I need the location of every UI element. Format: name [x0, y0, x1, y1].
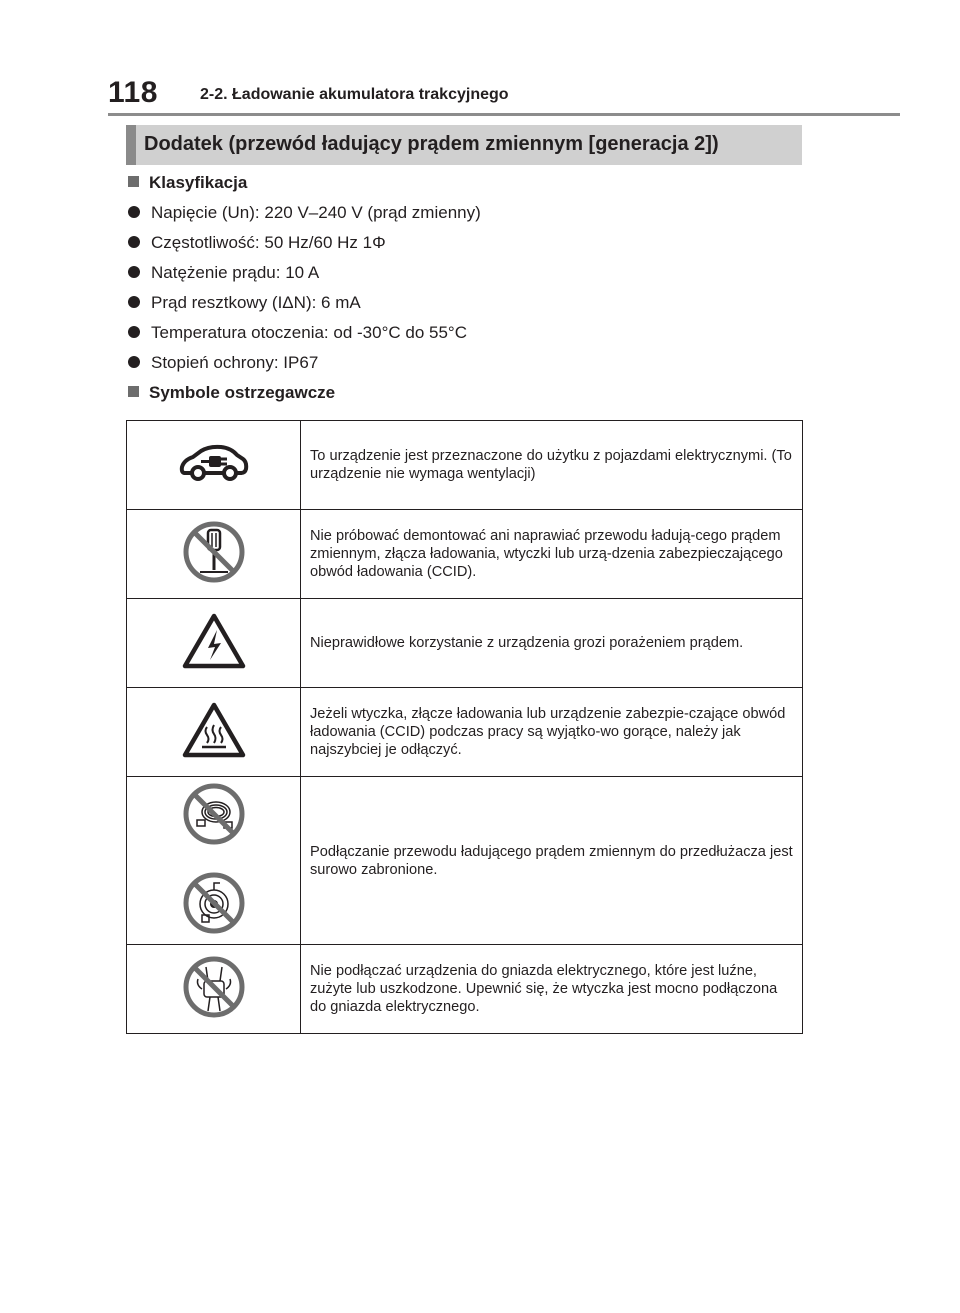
hot-surface-warning-icon — [181, 701, 247, 759]
spec-item: Temperatura otoczenia: od -30°C do 55°C — [128, 323, 467, 343]
spec-item: Natężenie prądu: 10 A — [128, 263, 319, 283]
warning-symbols-table — [126, 420, 803, 1034]
table-row — [127, 510, 803, 599]
square-bullet-icon — [128, 176, 139, 187]
table-row — [127, 945, 803, 1034]
table-row — [127, 421, 803, 510]
warning-text: To urządzenie jest przeznaczone do użytku z pojazdami elektrycznymi. (To urządzenie nie wymaga wentylacji) — [301, 421, 803, 510]
no-disassembly-screwdriver-icon — [182, 520, 246, 584]
warning-text: Nieprawidłowe korzystanie z urządzenia grozi porażeniem prądem. — [301, 599, 803, 688]
warning-text: Nie próbować demontować ani naprawiać przewodu ładują-cego prądem zmiennym, złącza ładowania, wtyczki lub urzą-dzenia zabezpieczającego obwód ładowania (CCID). — [301, 510, 803, 599]
section-heading-bar — [126, 125, 802, 165]
bullet-icon — [128, 236, 140, 248]
electric-car-icon — [179, 443, 249, 483]
page-number: 118 — [108, 76, 158, 109]
section-title: Dodatek (przewód ładujący prądem zmiennym [generacja 2]) — [144, 133, 719, 155]
warnings-heading: Symbole ostrzegawcze — [128, 383, 335, 403]
no-loose-socket-icon — [182, 955, 246, 1019]
spec-item: Prąd resztkowy (IΔN): 6 mA — [128, 293, 361, 313]
electric-shock-warning-icon — [181, 612, 247, 670]
table-row — [127, 688, 803, 777]
table-row — [127, 599, 803, 688]
warning-text: Podłączanie przewodu ładującego prądem zmiennym do przedłużacza jest surowo zabronione. — [301, 777, 803, 945]
header-divider — [108, 113, 900, 116]
page-header — [108, 76, 900, 116]
bullet-icon — [128, 326, 140, 338]
spec-item: Napięcie (Un): 220 V–240 V (prąd zmienny) — [128, 203, 481, 223]
spec-item: Częstotliwość: 50 Hz/60 Hz 1Φ — [128, 233, 386, 253]
no-cord-reel-icon — [182, 871, 246, 935]
no-extension-cord-icon — [182, 782, 246, 846]
spec-item: Stopień ochrony: IP67 — [128, 353, 318, 373]
bullet-icon — [128, 296, 140, 308]
warning-text: Nie podłączać urządzenia do gniazda elektrycznego, które jest luźne, zużyte lub uszkodzone. Upewnić się, że wtyczka jest mocno podłączona do gniazda elektrycznego. — [301, 945, 803, 1034]
bullet-icon — [128, 266, 140, 278]
bullet-icon — [128, 356, 140, 368]
bullet-icon — [128, 206, 140, 218]
chapter-title: 2-2. Ładowanie akumulatora trakcyjnego — [200, 86, 509, 103]
classification-heading: Klasyfikacja — [128, 173, 247, 193]
table-row — [127, 777, 803, 945]
square-bullet-icon — [128, 386, 139, 397]
warning-text: Jeżeli wtyczka, złącze ładowania lub urządzenie zabezpie-czające obwód ładowania (CCID) podczas pracy są wyjątko-wo gorące, należy jak najszybciej je odłączyć. — [301, 688, 803, 777]
